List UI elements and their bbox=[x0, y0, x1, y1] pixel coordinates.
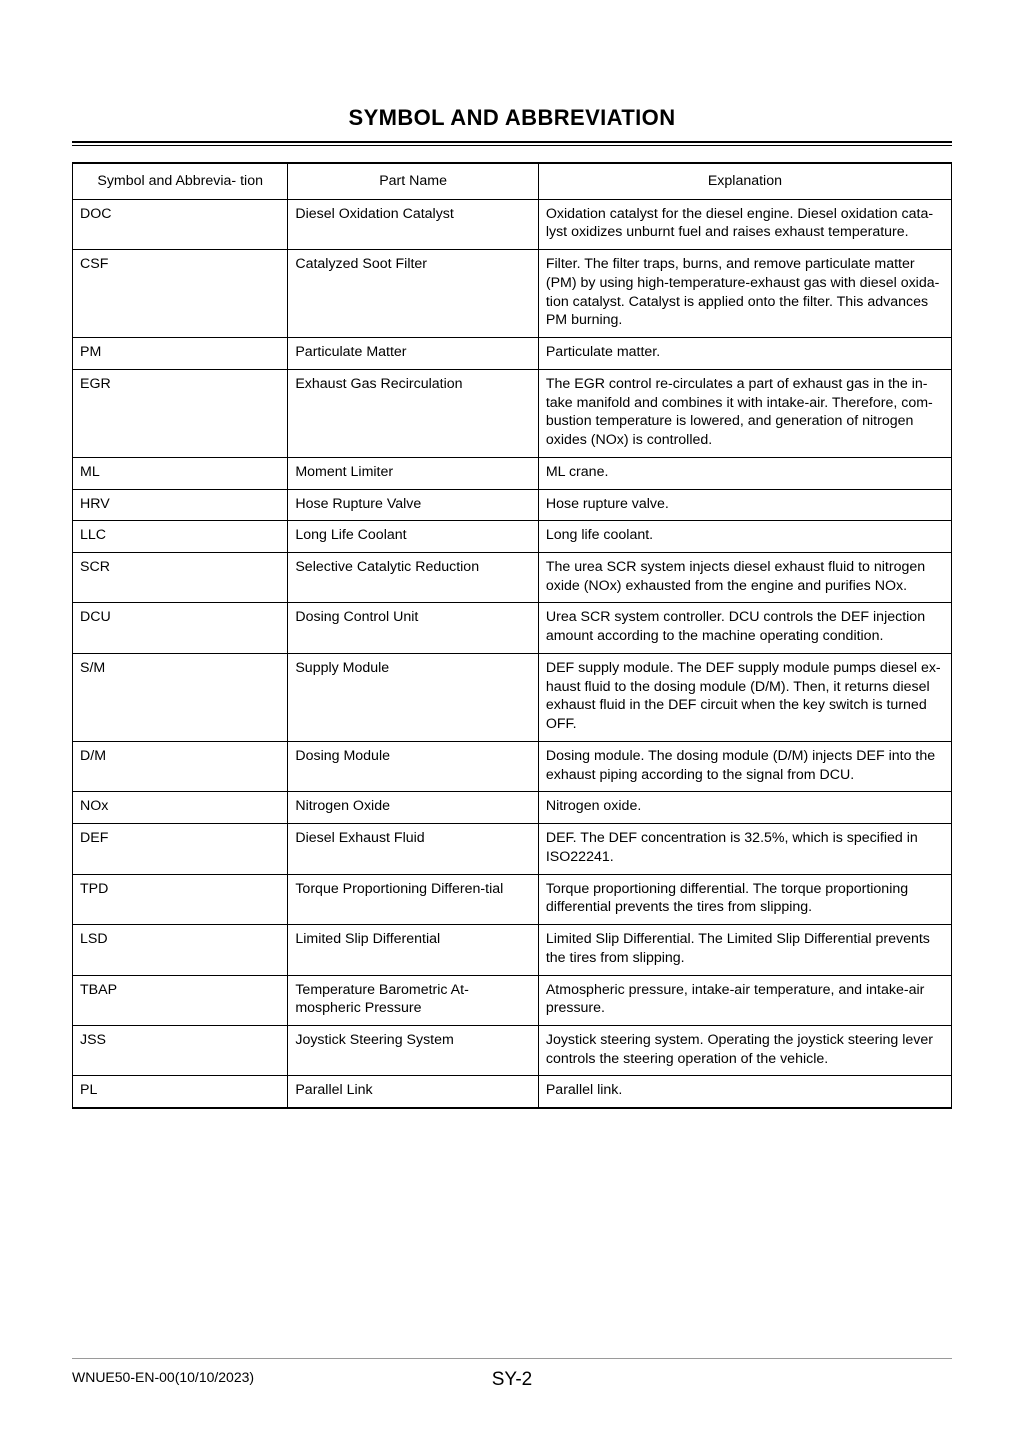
table-row bbox=[73, 741, 952, 791]
cell-explanation: Dosing module. The dosing module (D/M) injects DEF into the exhaust piping according to the signal from DCU. bbox=[538, 741, 951, 791]
cell-part-name: Diesel Exhaust Fluid bbox=[288, 824, 539, 874]
cell-explanation: Oxidation catalyst for the diesel engine. Diesel oxidation cata-lyst oxidizes unburnt fuel and raises exhaust temperature. bbox=[538, 199, 951, 249]
page-footer bbox=[72, 1358, 952, 1395]
cell-explanation: DEF supply module. The DEF supply module pumps diesel ex-haust fluid to the dosing module (D/M). Then, it returns diesel exhaust fluid in the DEF circuit when the key switch is turned OFF. bbox=[538, 653, 951, 741]
cell-explanation: Joystick steering system. Operating the joystick steering lever controls the steering operation of the vehicle. bbox=[538, 1025, 951, 1075]
table-row bbox=[73, 874, 952, 924]
table-row bbox=[73, 369, 952, 457]
cell-symbol: TPD bbox=[73, 874, 288, 924]
cell-symbol: SCR bbox=[73, 553, 288, 603]
table-row bbox=[73, 975, 952, 1025]
table-row bbox=[73, 925, 952, 975]
cell-part-name: Catalyzed Soot Filter bbox=[288, 250, 539, 338]
column-header-part-name: Part Name bbox=[288, 163, 539, 199]
cell-symbol: DOC bbox=[73, 199, 288, 249]
cell-symbol: NOx bbox=[73, 792, 288, 824]
table-row bbox=[73, 1025, 952, 1075]
cell-part-name: Moment Limiter bbox=[288, 457, 539, 489]
title-rule-thin bbox=[72, 145, 952, 146]
cell-explanation: Particulate matter. bbox=[538, 338, 951, 370]
footer-rule bbox=[72, 1358, 952, 1359]
cell-symbol: PM bbox=[73, 338, 288, 370]
column-header-explanation: Explanation bbox=[538, 163, 951, 199]
cell-explanation: Atmospheric pressure, intake-air temperature, and intake-air pressure. bbox=[538, 975, 951, 1025]
cell-explanation: ML crane. bbox=[538, 457, 951, 489]
cell-symbol: HRV bbox=[73, 489, 288, 521]
cell-explanation: Hose rupture valve. bbox=[538, 489, 951, 521]
cell-part-name: Joystick Steering System bbox=[288, 1025, 539, 1075]
cell-part-name: Long Life Coolant bbox=[288, 521, 539, 553]
cell-part-name: Selective Catalytic Reduction bbox=[288, 553, 539, 603]
cell-part-name: Nitrogen Oxide bbox=[288, 792, 539, 824]
page-title: SYMBOL AND ABBREVIATION bbox=[348, 105, 676, 130]
cell-explanation: Long life coolant. bbox=[538, 521, 951, 553]
cell-part-name: Hose Rupture Valve bbox=[288, 489, 539, 521]
cell-part-name: Limited Slip Differential bbox=[288, 925, 539, 975]
table-row bbox=[73, 653, 952, 741]
table-header-row bbox=[73, 163, 952, 199]
cell-explanation: The urea SCR system injects diesel exhaust fluid to nitrogen oxide (NOx) exhausted from the engine and purifies NOx. bbox=[538, 553, 951, 603]
cell-part-name: Dosing Control Unit bbox=[288, 603, 539, 653]
cell-explanation: DEF. The DEF concentration is 32.5%, which is specified in ISO22241. bbox=[538, 824, 951, 874]
column-header-symbol: Symbol and Abbrevia- tion bbox=[73, 163, 288, 199]
cell-symbol: DEF bbox=[73, 824, 288, 874]
cell-part-name: Dosing Module bbox=[288, 741, 539, 791]
cell-part-name: Parallel Link bbox=[288, 1076, 539, 1108]
cell-symbol: S/M bbox=[73, 653, 288, 741]
cell-explanation: Urea SCR system controller. DCU controls the DEF injection amount according to the machine operating condition. bbox=[538, 603, 951, 653]
cell-explanation: Limited Slip Differential. The Limited Slip Differential prevents the tires from slipping. bbox=[538, 925, 951, 975]
symbol-abbreviation-table bbox=[72, 162, 952, 1109]
cell-explanation: Nitrogen oxide. bbox=[538, 792, 951, 824]
cell-explanation: Filter. The filter traps, burns, and remove particulate matter (PM) by using high-temperature-exhaust gas with diesel oxida-tion catalyst. Catalyst is applied onto the filter. This advances PM burning. bbox=[538, 250, 951, 338]
table-row bbox=[73, 792, 952, 824]
cell-explanation: Parallel link. bbox=[538, 1076, 951, 1108]
table-row bbox=[73, 457, 952, 489]
table-row bbox=[73, 553, 952, 603]
cell-symbol: PL bbox=[73, 1076, 288, 1108]
cell-part-name: Torque Proportioning Differen-tial bbox=[288, 874, 539, 924]
title-rule-thick bbox=[72, 141, 952, 143]
table-row bbox=[73, 250, 952, 338]
cell-symbol: D/M bbox=[73, 741, 288, 791]
table-row bbox=[73, 199, 952, 249]
table-row bbox=[73, 521, 952, 553]
cell-symbol: TBAP bbox=[73, 975, 288, 1025]
table-row bbox=[73, 338, 952, 370]
cell-symbol: JSS bbox=[73, 1025, 288, 1075]
table-row bbox=[73, 824, 952, 874]
cell-part-name: Temperature Barometric At-mospheric Pressure bbox=[288, 975, 539, 1025]
cell-part-name: Supply Module bbox=[288, 653, 539, 741]
cell-symbol: DCU bbox=[73, 603, 288, 653]
table-row bbox=[73, 489, 952, 521]
footer-page-number: SY-2 bbox=[491, 1369, 533, 1390]
cell-part-name: Exhaust Gas Recirculation bbox=[288, 369, 539, 457]
table-row bbox=[73, 603, 952, 653]
cell-explanation: Torque proportioning differential. The torque proportioning differential prevents the tires from slipping. bbox=[538, 874, 951, 924]
cell-symbol: ML bbox=[73, 457, 288, 489]
footer-document-code: WNUE50-EN-00(10/10/2023) bbox=[72, 1369, 255, 1385]
table-row bbox=[73, 1076, 952, 1108]
cell-part-name: Particulate Matter bbox=[288, 338, 539, 370]
cell-symbol: LLC bbox=[73, 521, 288, 553]
cell-symbol: CSF bbox=[73, 250, 288, 338]
cell-symbol: EGR bbox=[73, 369, 288, 457]
cell-symbol: LSD bbox=[73, 925, 288, 975]
cell-explanation: The EGR control re-circulates a part of exhaust gas in the in-take manifold and combines it with intake-air. Therefore, com-bustion temperature is lowered, and generation of nitrogen oxides (NOx) is controlled. bbox=[538, 369, 951, 457]
cell-part-name: Diesel Oxidation Catalyst bbox=[288, 199, 539, 249]
